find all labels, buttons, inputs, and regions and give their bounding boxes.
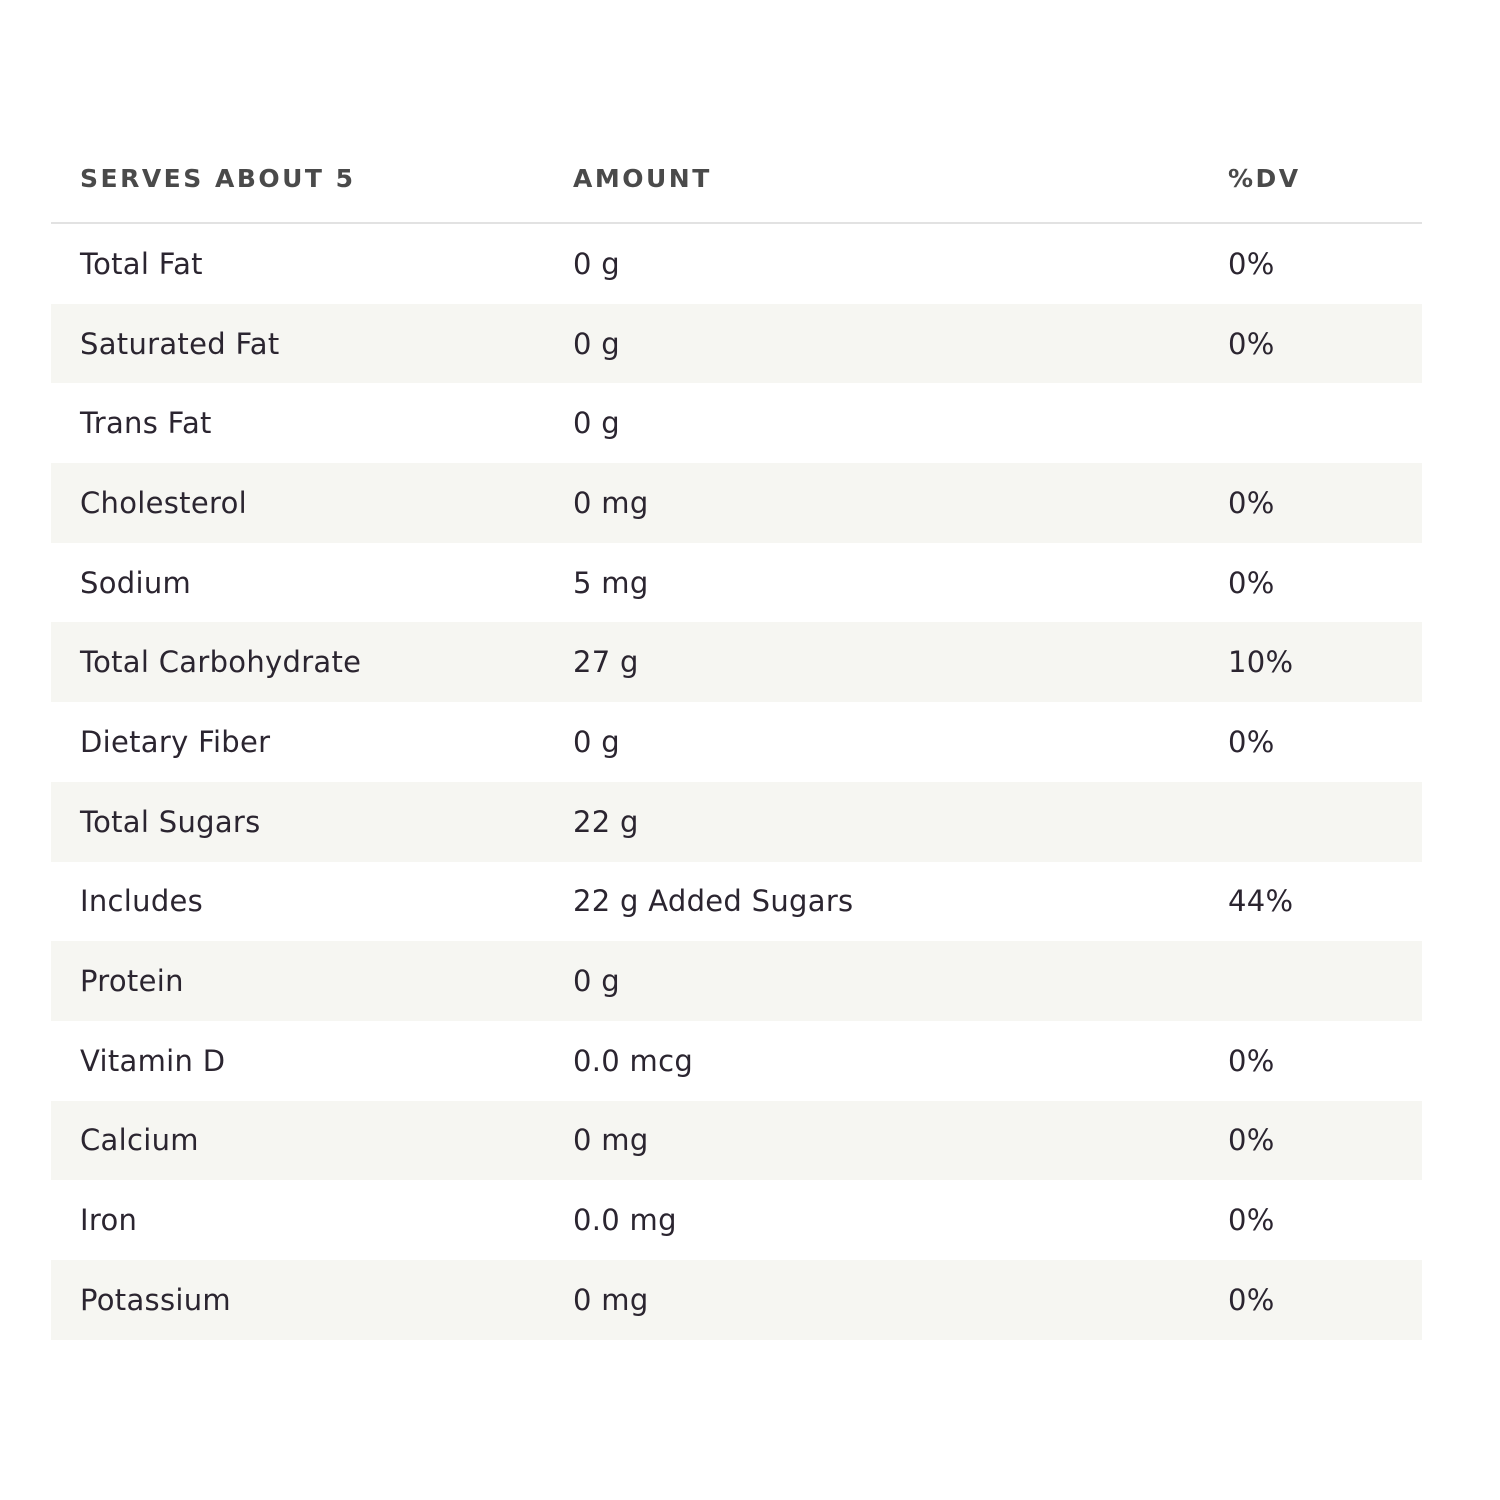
nutrient-amount: 0.0 mcg	[573, 1043, 694, 1078]
nutrient-amount: 27 g	[573, 645, 639, 680]
table-row	[51, 1101, 1422, 1181]
nutrient-amount: 0 mg	[573, 1282, 649, 1317]
table-row	[51, 782, 1422, 862]
table-row	[51, 224, 1422, 304]
nutrient-amount: 0 g	[573, 724, 620, 759]
nutrient-amount: 22 g	[573, 804, 639, 839]
table-row	[51, 1180, 1422, 1260]
nutrient-name: Total Carbohydrate	[80, 645, 362, 680]
nutrient-dv: 0%	[1228, 1203, 1275, 1238]
nutrient-name: Trans Fat	[80, 406, 212, 441]
table-body	[51, 224, 1422, 1340]
nutrient-name: Calcium	[80, 1123, 199, 1158]
nutrient-amount: 22 g Added Sugars	[573, 884, 854, 919]
nutrient-name: Cholesterol	[80, 485, 247, 520]
table-row	[51, 862, 1422, 942]
nutrient-name: Protein	[80, 964, 184, 999]
table-row	[51, 702, 1422, 782]
nutrient-name: Total Sugars	[80, 804, 261, 839]
nutrient-amount: 0.0 mg	[573, 1203, 677, 1238]
nutrient-name: Iron	[80, 1203, 138, 1238]
table-row	[51, 463, 1422, 543]
header-amount: AMOUNT	[573, 164, 712, 193]
table-row	[51, 543, 1422, 623]
table-row	[51, 1260, 1422, 1340]
nutrient-dv: 10%	[1228, 645, 1294, 680]
nutrient-amount: 0 g	[573, 326, 620, 361]
table-row	[51, 304, 1422, 384]
nutrient-amount: 0 g	[573, 246, 620, 281]
nutrient-amount: 0 g	[573, 964, 620, 999]
table-row	[51, 1021, 1422, 1101]
nutrient-name: Includes	[80, 884, 204, 919]
nutrient-dv: 0%	[1228, 1282, 1275, 1317]
table-header	[51, 140, 1422, 224]
nutrient-dv: 0%	[1228, 326, 1275, 361]
table-row	[51, 383, 1422, 463]
nutrient-name: Dietary Fiber	[80, 724, 271, 759]
nutrient-amount: 5 mg	[573, 565, 649, 600]
nutrition-table	[51, 140, 1422, 1340]
table-row	[51, 941, 1422, 1021]
nutrient-amount: 0 mg	[573, 1123, 649, 1158]
nutrient-name: Potassium	[80, 1282, 231, 1317]
nutrient-name: Vitamin D	[80, 1043, 226, 1078]
nutrient-dv: 0%	[1228, 724, 1275, 759]
nutrient-dv: 0%	[1228, 485, 1275, 520]
nutrient-dv: 0%	[1228, 1043, 1275, 1078]
nutrient-amount: 0 mg	[573, 485, 649, 520]
nutrient-amount: 0 g	[573, 406, 620, 441]
header-serves: SERVES ABOUT 5	[80, 164, 356, 193]
nutrient-dv: 0%	[1228, 246, 1275, 281]
nutrient-name: Sodium	[80, 565, 192, 600]
nutrient-dv: 0%	[1228, 565, 1275, 600]
header-dv: %DV	[1228, 164, 1301, 193]
nutrient-name: Total Fat	[80, 246, 203, 281]
nutrient-name: Saturated Fat	[80, 326, 280, 361]
nutrient-dv: 0%	[1228, 1123, 1275, 1158]
table-row	[51, 622, 1422, 702]
nutrient-dv: 44%	[1228, 884, 1294, 919]
